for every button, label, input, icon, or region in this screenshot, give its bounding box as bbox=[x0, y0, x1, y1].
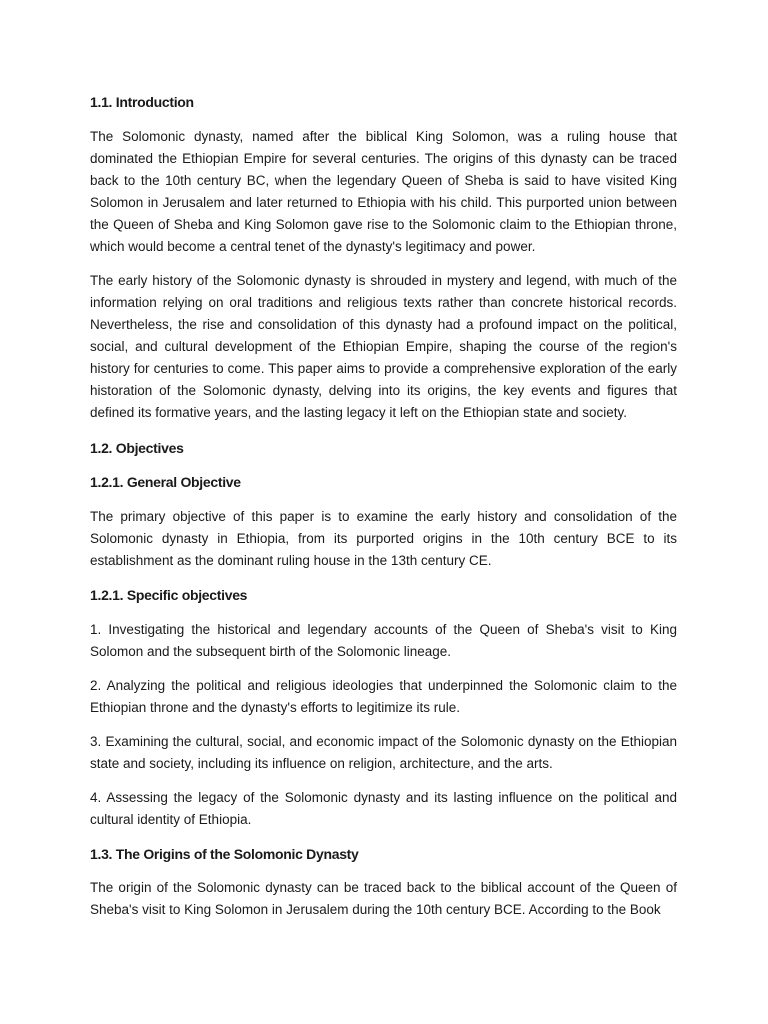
subsection-heading-specific-objectives: 1.2.1. Specific objectives bbox=[90, 587, 248, 603]
intro-paragraph-2: The early history of the Solomonic dynasty is shrouded in mystery and legend, with much of the information relying on oral traditions and religious texts rather than concrete historical records. Nevertheless, the rise and consolidation of this dynasty had a profound impact on the political, social, and cultural development of the Ethiopian Empire, shaping the course of the region's history for centuries to come. This paper aims to provide a comprehensive exploration of the early historation of the Solomonic dynasty, delving into its origins, the key events and figures that defined its formative years, and the lasting legacy it left on the Ethiopian state and society. bbox=[90, 273, 677, 420]
section-heading-introduction: 1.1. Introduction bbox=[90, 94, 194, 110]
specific-objective-item-3: 3. Examining the cultural, social, and economic impact of the Solomonic dynasty on the Ethiopian state and society, including its influence on religion, architecture, and the arts. bbox=[90, 734, 677, 771]
general-objective-paragraph: The primary objective of this paper is to examine the early history and consolidation of the Solomonic dynasty in Ethiopia, from its purported origins in the 10th century BCE to its establishment as the dominant ruling house in the 13th century CE. bbox=[90, 509, 677, 568]
specific-objective-item-4: 4. Assessing the legacy of the Solomonic dynasty and its lasting influence on the political and cultural identity of Ethiopia. bbox=[90, 790, 677, 827]
specific-objective-item-2: 2. Analyzing the political and religious ideologies that underpinned the Solomonic claim to the Ethiopian throne and the dynasty's efforts to legitimize its rule. bbox=[90, 678, 677, 715]
specific-objective-item-1: 1. Investigating the historical and legendary accounts of the Queen of Sheba's visit to King Solomon and the subsequent birth of the Solomonic lineage. bbox=[90, 622, 677, 659]
document-page bbox=[90, 88, 677, 921]
section-heading-origins: 1.3. The Origins of the Solomonic Dynasty bbox=[90, 846, 359, 862]
intro-paragraph-1: The Solomonic dynasty, named after the biblical King Solomon, was a ruling house that dominated the Ethiopian Empire for several centuries. The origins of this dynasty can be traced back to the 10th century BC, when the legendary Queen of Sheba is said to have visited King Solomon in Jerusalem and later returned to Ethiopia with his child. This purported union between the Queen of Sheba and King Solomon gave rise to the Solomonic claim to the Ethiopian throne, which would become a central tenet of the dynasty's legitimacy and power. bbox=[90, 129, 677, 254]
subsection-heading-general-objective: 1.2.1. General Objective bbox=[90, 474, 241, 490]
origins-paragraph: The origin of the Solomonic dynasty can be traced back to the biblical account of the Queen of Sheba's visit to King Solomon in Jerusalem during the 10th century BCE. According to the Book bbox=[90, 880, 677, 917]
section-heading-objectives: 1.2. Objectives bbox=[90, 440, 184, 456]
